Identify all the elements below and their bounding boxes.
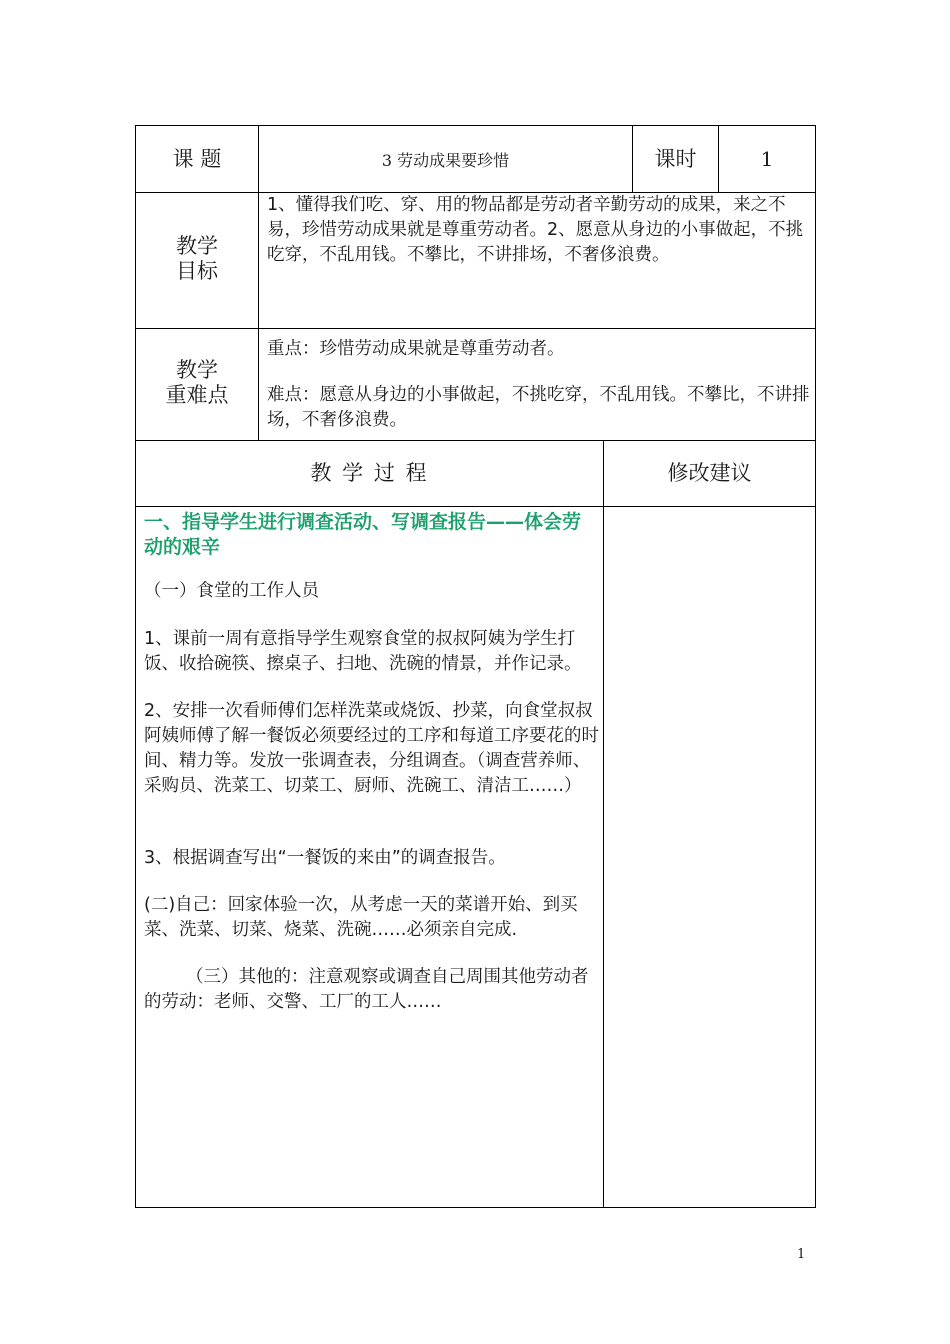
table-line (135, 1207, 816, 1208)
period-label: 课时 (654, 146, 697, 171)
process-header: 教 学 过 程 (310, 461, 429, 485)
objectives-label-line1: 教学 (176, 234, 218, 258)
table-line (135, 125, 136, 1208)
topic-label: 课 题 (172, 146, 222, 171)
revision-header: 修改建议 (667, 461, 752, 485)
page-number: 1 (797, 1247, 806, 1262)
objectives-label (136, 234, 258, 284)
key-point-text: 重点：珍惜劳动成果就是尊重劳动者。 (267, 339, 565, 359)
table-line (135, 328, 816, 329)
process-paragraph-1: 1、课前一周有意指导学生观察食堂的叔叔阿姨为学生打饭、收拾碗筷、擦桌子、扫地、洗碗的情景，并作记录。 (144, 629, 582, 674)
table-line (135, 506, 816, 507)
objectives-label-line2: 目标 (176, 259, 218, 283)
table-line (815, 125, 816, 1208)
difficult-point-text: 难点：愿意从身边的小事做起，不挑吃穿，不乱用钱。不攀比，不讲排场，不奢侈浪费。 (267, 385, 810, 430)
section-title: 一、指导学生进行调查活动、写调查报告——体会劳动的艰辛 (144, 511, 582, 558)
process-paragraph-4: (二)自己：回家体验一次，从考虑一天的菜谱开始、到买菜、洗菜、切菜、烧菜、洗碗……必须亲自完成. (144, 895, 578, 940)
objectives-text: 1、懂得我们吃、穿、用的物品都是劳动者辛勤劳动的成果，来之不易，珍惜劳动成果就是尊重劳动者。2、愿意从身边的小事做起，不挑吃穿，不乱用钱。不攀比，不讲排场，不奢侈浪费。 (267, 195, 804, 265)
topic-value: 3 劳动成果要珍惜 (381, 150, 510, 170)
process-paragraph-5: （三）其他的：注意观察或调查自己周围其他劳动者的劳动：老师、交警、工厂的工人…… (144, 967, 589, 1012)
table-line (603, 440, 604, 1207)
process-paragraph-2: 2、安排一次看师傅们怎样洗菜或烧饭、抄菜，向食堂叔叔阿姨师傅了解一餐饭必须要经过的工序和每道工序要花的时间、精力等。发放一张调查表，分组调查。（调查营养师、采购员、洗菜工、切菜工、厨师、洗碗工、清洁工……） (144, 701, 599, 796)
period-value: 1 (760, 147, 774, 171)
key-points-label-line1: 教学 (176, 358, 218, 382)
key-points-label (136, 358, 258, 408)
process-paragraph-3: 3、根据调查写出“一餐饭的来由”的调查报告。 (144, 848, 506, 868)
subsection-canteen: （一）食堂的工作人员 (144, 581, 319, 601)
key-points-label-line2: 重难点 (165, 383, 229, 407)
